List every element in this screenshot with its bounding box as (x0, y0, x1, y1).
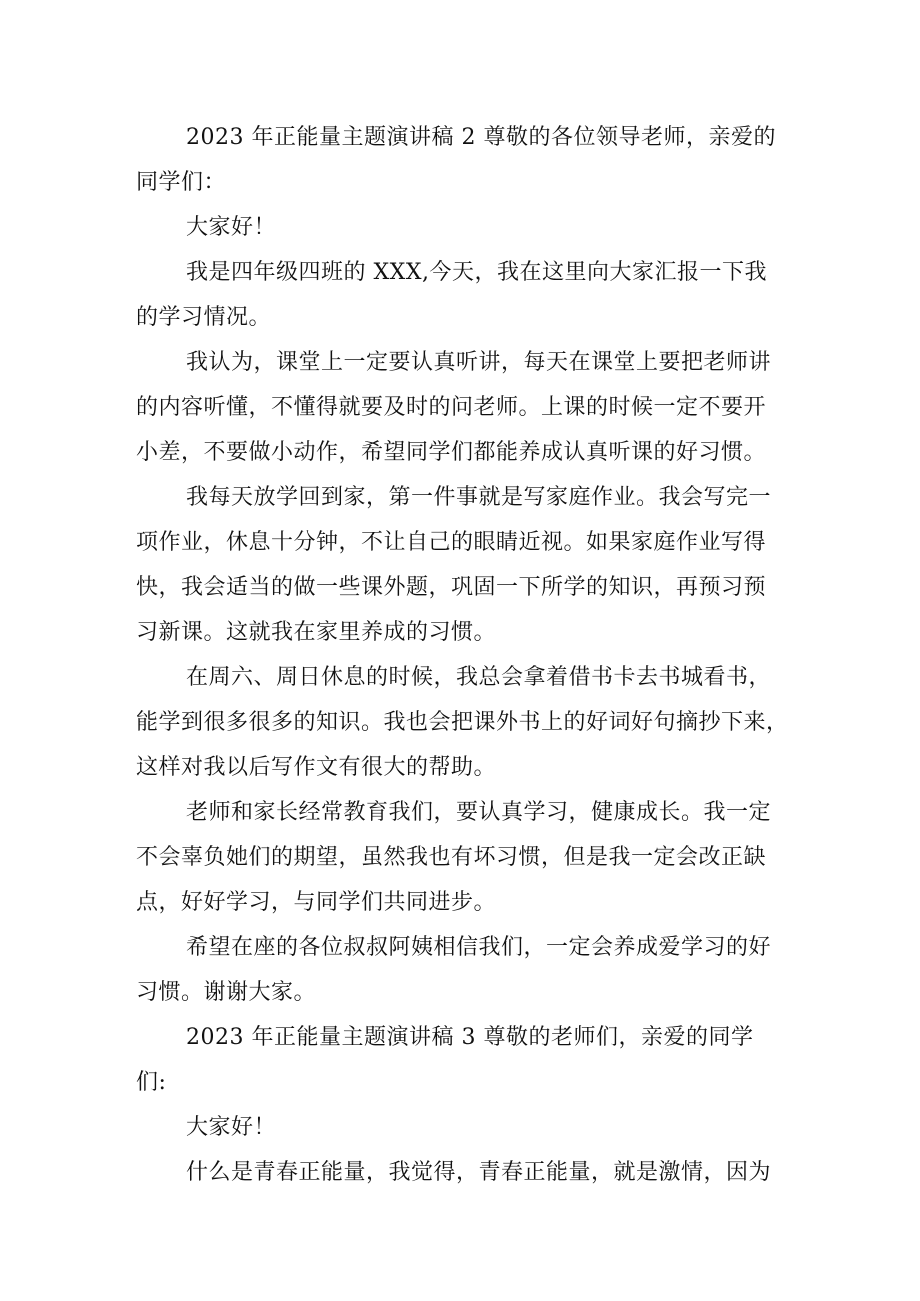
text-line: 点，好好学习，与同学们共同进步。 (136, 890, 497, 915)
text-line: 同学们： (136, 170, 227, 195)
heading-speech-3: 2023 年正能量主题演讲稿 3 尊敬的老师们，亲爱的同学 (186, 1025, 754, 1050)
text-line: 不会辜负她们的期望，虽然我也有坏习惯，但是我一定会改正缺 (136, 845, 767, 870)
heading-speech-2: 2023 年正能量主题演讲稿 2 尊敬的各位领导老师，亲爱的 (186, 125, 776, 150)
text-line: 习惯。谢谢大家。 (136, 980, 317, 1005)
paragraph-start: 我每天放学回到家，第一件事就是写家庭作业。我会写完一 (186, 485, 772, 510)
text-line: 们: (136, 1070, 167, 1095)
text-line: 习新课。这就我在家里养成的习惯。 (136, 620, 497, 645)
greeting-line: 大家好！ (186, 215, 277, 240)
text-line: 项作业，休息十分钟，不让自己的眼睛近视。如果家庭作业写得 (136, 530, 767, 555)
paragraph-start: 老师和家长经常教育我们，要认真学习，健康成长。我一定 (186, 800, 772, 825)
text-line: 的内容听懂，不懂得就要及时的问老师。上课的时候一定不要开 (136, 395, 767, 420)
greeting-line: 大家好！ (186, 1115, 277, 1140)
text-line: 小差，不要做小动作，希望同学们都能养成认真听课的好习惯。 (136, 440, 767, 465)
text-line: 的学习情况。 (136, 305, 272, 330)
paragraph-start: 希望在座的各位叔叔阿姨相信我们，一定会养成爱学习的好 (186, 935, 772, 960)
paragraph-start: 我是四年级四班的 XXX,今天，我在这里向大家汇报一下我 (186, 260, 767, 285)
paragraph-start: 什么是青春正能量，我觉得，青春正能量，就是激情，因为 (186, 1160, 772, 1185)
text-line: 快，我会适当的做一些课外题，巩固一下所学的知识，再预习预 (136, 575, 767, 600)
text-line: 这样对我以后写作文有很大的帮助。 (136, 755, 497, 780)
paragraph-start: 在周六、周日休息的时候，我总会拿着借书卡去书城看书， (186, 665, 772, 690)
document-body (136, 115, 796, 1195)
text-line: 能学到很多很多的知识。我也会把课外书上的好词好句摘抄下来， (136, 710, 789, 735)
paragraph-start: 我认为，课堂上一定要认真听讲，每天在课堂上要把老师讲 (186, 350, 772, 375)
